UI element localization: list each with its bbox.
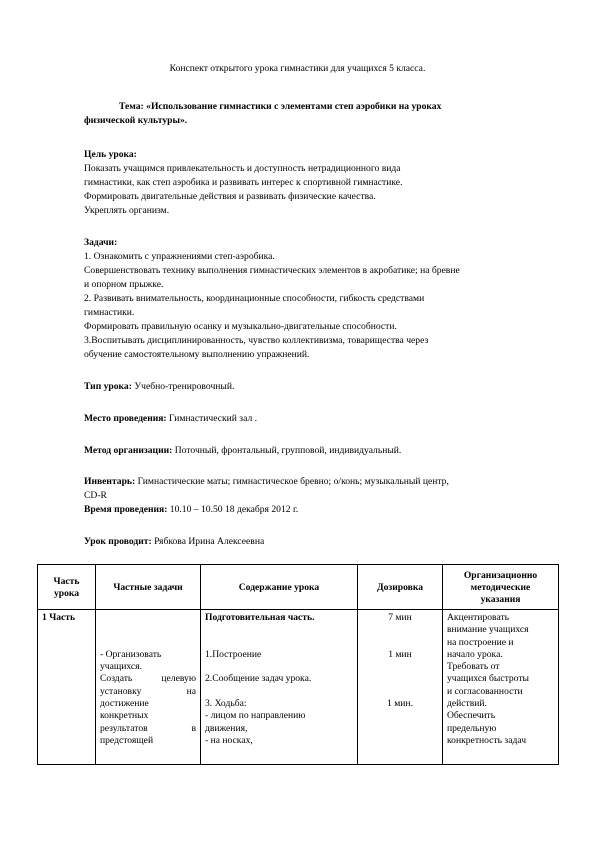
header-dosage: Дозировка bbox=[358, 565, 443, 610]
header-part: Часть урока bbox=[38, 565, 96, 610]
lesson-time-value: 10.10 – 10.50 18 декабря 2012 г. bbox=[167, 504, 299, 515]
goal-line-2: гимнастики, как степ аэробика и развивать интерес к спортивной гимнастике. bbox=[84, 177, 403, 188]
table-row bbox=[38, 610, 559, 765]
lesson-place bbox=[84, 413, 257, 425]
cell-dosage: 7 мин 1 мин 1 мин. bbox=[358, 610, 443, 765]
lesson-time bbox=[84, 504, 298, 516]
topic-label: Тема: bbox=[119, 101, 144, 112]
lesson-time-label: Время проведения: bbox=[84, 504, 168, 515]
lesson-teacher-value: Рябкова Ирина Алексеевна bbox=[151, 536, 265, 547]
lesson-place-value: Гимнастический зал . bbox=[166, 413, 258, 424]
cell-private-tasks: - Организовать учащихся. Создать целевую установку на достижение конкретных результатов в предстоящей bbox=[96, 610, 201, 765]
lesson-inventory-label: Инвентарь: bbox=[84, 476, 136, 487]
lesson-teacher-label: Урок проводит: bbox=[84, 536, 152, 547]
topic-line-1 bbox=[119, 101, 441, 113]
lesson-type bbox=[84, 381, 234, 393]
lesson-place-label: Место проведения: bbox=[84, 413, 167, 424]
goal-line-4: Укреплять организм. bbox=[84, 205, 170, 216]
lesson-plan-table bbox=[37, 564, 559, 765]
goal-line-3: Формировать двигательные действия и развивать физические качества. bbox=[84, 191, 376, 202]
lesson-inventory-value-1: Гимнастические маты; гимнастическое бревно; о/конь; музыкальный центр, bbox=[135, 476, 449, 487]
topic-line-2: физической культуры». bbox=[84, 115, 188, 126]
tasks-line-1: 1. Ознакомить с упражнениями степ-аэробика. bbox=[84, 251, 275, 262]
lesson-type-label: Тип урока: bbox=[84, 381, 132, 392]
header-private-tasks: Частные задачи bbox=[96, 565, 201, 610]
tasks-line-6: Формировать правильную осанку и музыкально-двигательные способности. bbox=[84, 321, 397, 332]
cell-part: 1 Часть bbox=[38, 610, 96, 765]
lesson-inventory-value-2: CD-R bbox=[84, 490, 107, 501]
lesson-type-value: Учебно-тренировочный. bbox=[131, 381, 235, 392]
tasks-line-7: 3.Воспитывать дисциплинированность, чувство коллективизма, товарищества через bbox=[84, 335, 429, 346]
topic-text-1: «Использование гимнастики с элементами степ аэробики на уроках bbox=[146, 101, 442, 112]
tasks-line-3: и опорном прыжке. bbox=[84, 279, 164, 290]
lesson-teacher bbox=[84, 536, 264, 548]
goal-heading: Цель урока: bbox=[84, 149, 137, 160]
lesson-method bbox=[84, 445, 401, 457]
lesson-method-value: Поточный, фронтальный, групповой, индивидуальный. bbox=[172, 445, 402, 456]
goal-line-1: Показать учащимся привлекательность и доступность нетрадиционного вида bbox=[84, 163, 401, 174]
tasks-heading: Задачи: bbox=[84, 237, 118, 248]
header-guidelines: Организационно методические указания bbox=[443, 565, 559, 610]
table-header-row bbox=[38, 565, 559, 610]
document-title: Конспект открытого урока гимнастики для учащихся 5 класса. bbox=[169, 63, 426, 74]
tasks-line-4: 2. Развивать внимательность, координационные способности, гибкость средствами bbox=[84, 293, 425, 304]
tasks-line-2: Совершенствовать технику выполнения гимнастических элементов в акробатике; на бревне bbox=[84, 265, 460, 276]
lesson-inventory bbox=[84, 476, 449, 488]
cell-content: Подготовительная часть. 1.Построение 2.Сообщение задач урока. 3. Ходьба: - лицом по направлению движения, - на носках, bbox=[201, 610, 358, 765]
header-content: Содержание урока bbox=[201, 565, 358, 610]
tasks-line-5: гимнастики. bbox=[84, 307, 135, 318]
tasks-line-8: обучение самостоятельному выполнению упражнений. bbox=[84, 349, 310, 360]
cell-guidelines: Акцентировать внимание учащихся на построение и начало урока. Требовать от учащихся быстроты и согласованности действий. Обеспечить предельную конкретность задач bbox=[443, 610, 559, 765]
lesson-method-label: Метод организации: bbox=[84, 445, 173, 456]
